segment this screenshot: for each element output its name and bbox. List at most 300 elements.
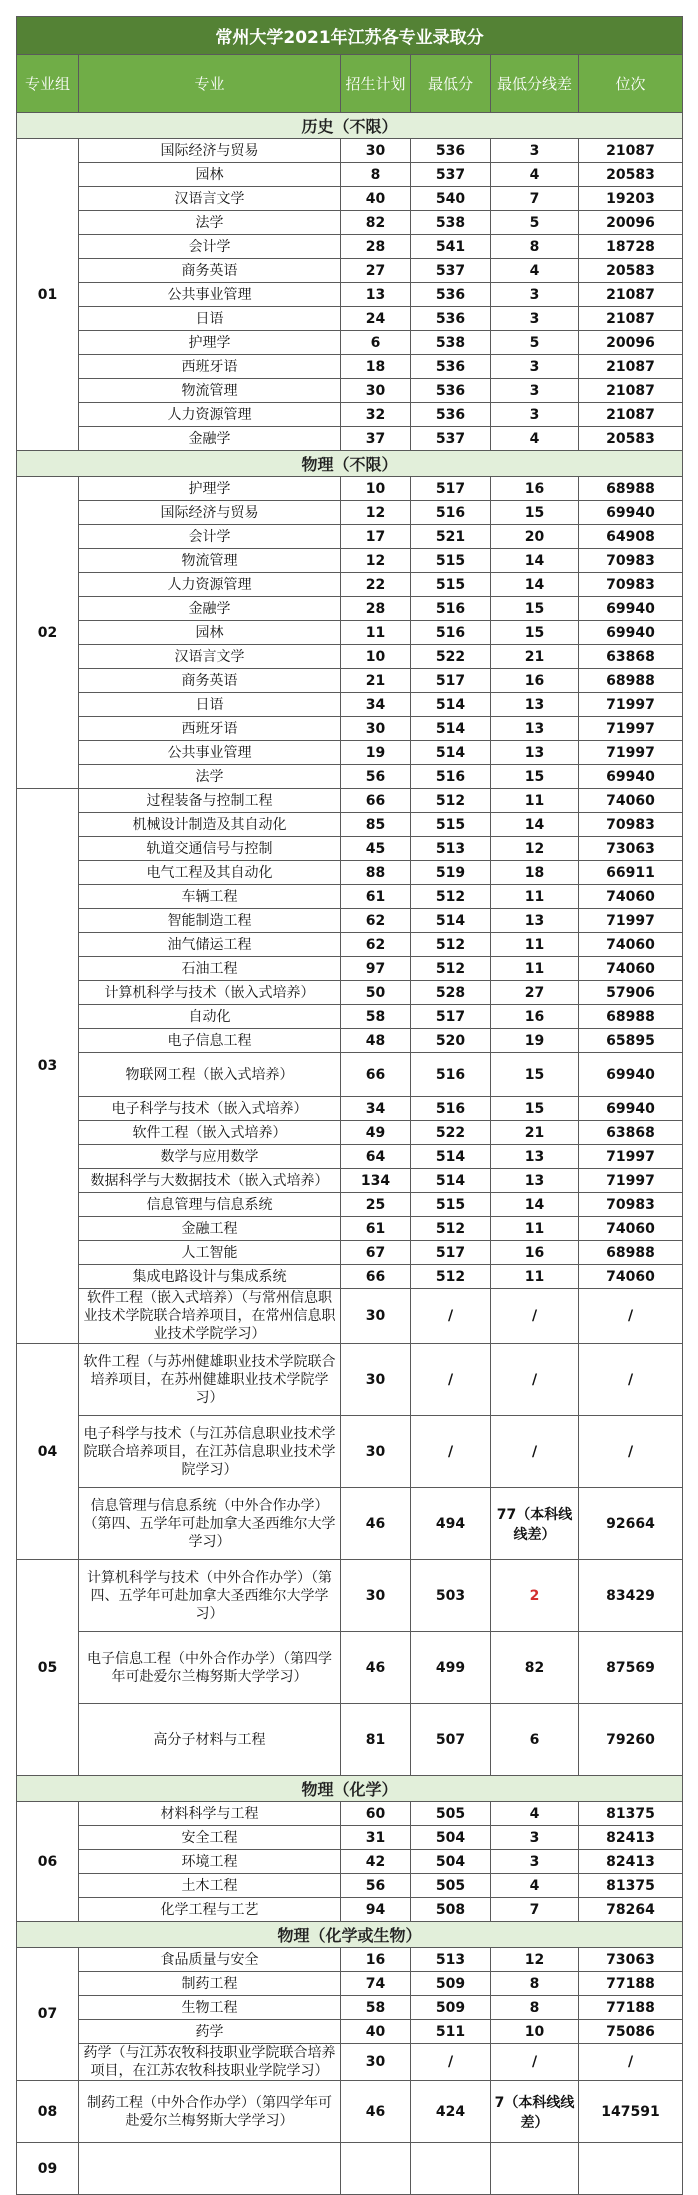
min-score: 520 [411,1029,491,1053]
table-row [17,1560,683,1632]
min-score: 504 [411,1850,491,1874]
min-score: 517 [411,1241,491,1265]
score-diff: 16 [491,1005,579,1029]
rank: 64908 [579,525,683,549]
table-row [17,1826,683,1850]
plan-count: 22 [341,573,411,597]
plan-count: 18 [341,355,411,379]
plan-count: 30 [341,717,411,741]
major-name: 软件工程（嵌入式培养）（与常州信息职业技术学院联合培养项目，在常州信息职业技术学院学习） [79,1289,341,1344]
rank: 71997 [579,909,683,933]
min-score: 517 [411,477,491,501]
rank: 74060 [579,885,683,909]
min-score: 541 [411,235,491,259]
min-score: 515 [411,573,491,597]
min-score: 536 [411,283,491,307]
plan-count: 66 [341,789,411,813]
plan-count: 12 [341,549,411,573]
min-score: 536 [411,379,491,403]
major-name: 油气储运工程 [79,933,341,957]
plan-count: 30 [341,139,411,163]
rank: 57906 [579,981,683,1005]
score-diff: 11 [491,1217,579,1241]
table-row [17,1097,683,1121]
rank: 69940 [579,597,683,621]
table-row [17,1850,683,1874]
major-name: 会计学 [79,235,341,259]
rank: 70983 [579,1193,683,1217]
plan-count: 62 [341,933,411,957]
table-row [17,645,683,669]
rank: 68988 [579,1241,683,1265]
rank: 20583 [579,259,683,283]
min-score: 508 [411,1898,491,1922]
group-code: 02 [17,477,79,789]
plan-count: 17 [341,525,411,549]
plan-count: 34 [341,693,411,717]
group-code: 09 [17,2143,79,2195]
major-name: 自动化 [79,1005,341,1029]
min-score: 512 [411,957,491,981]
group-code: 03 [17,789,79,1344]
table-row [17,355,683,379]
plan-count: 46 [341,1632,411,1704]
score-diff: / [491,1344,579,1416]
min-score: 528 [411,981,491,1005]
table-row [17,573,683,597]
score-diff: 15 [491,501,579,525]
plan-count: 49 [341,1121,411,1145]
major-name: 人工智能 [79,1241,341,1265]
major-name: 计算机科学与技术（中外合作办学）（第四、五学年可赴加拿大圣西维尔大学学习） [79,1560,341,1632]
plan-count: 74 [341,1972,411,1996]
plan-count: 58 [341,1005,411,1029]
min-score: 522 [411,1121,491,1145]
table-row [17,1632,683,1704]
table-row [17,1344,683,1416]
table-row [17,957,683,981]
score-diff: 13 [491,717,579,741]
min-score: 512 [411,933,491,957]
major-name: 软件工程（与苏州健雄职业技术学院联合培养项目，在苏州健雄职业技术学院学习） [79,1344,341,1416]
table-row [17,2081,683,2143]
major-name: 材料科学与工程 [79,1802,341,1826]
section-row-history [17,113,683,139]
major-name: 生物工程 [79,1996,341,2020]
plan-count: 30 [341,1289,411,1344]
score-diff: 15 [491,1097,579,1121]
major-name: 电子信息工程 [79,1029,341,1053]
plan-count: 30 [341,1416,411,1488]
table-row [17,259,683,283]
score-diff: 13 [491,741,579,765]
plan-count: 12 [341,501,411,525]
header-rank: 位次 [579,55,683,113]
rank: / [579,1344,683,1416]
major-name: 制药工程（中外合作办学）（第四学年可赴爱尔兰梅努斯大学学习） [79,2081,341,2143]
score-diff: 14 [491,573,579,597]
min-score: 519 [411,861,491,885]
rank: 81375 [579,1874,683,1898]
plan-count: 27 [341,259,411,283]
plan-count: 34 [341,1097,411,1121]
min-score: 514 [411,1145,491,1169]
rank: 82413 [579,1826,683,1850]
plan-count: 45 [341,837,411,861]
rank: 68988 [579,477,683,501]
table-row [17,501,683,525]
major-name: 电子信息工程（中外合作办学）（第四学年可赴爱尔兰梅努斯大学学习） [79,1632,341,1704]
rank: 81375 [579,1802,683,1826]
rank: 20583 [579,163,683,187]
rank: 65895 [579,1029,683,1053]
min-score: 537 [411,259,491,283]
score-diff: 6 [491,1704,579,1776]
rank: 71997 [579,693,683,717]
plan-count: 19 [341,741,411,765]
score-diff: 16 [491,477,579,501]
table-row [17,1416,683,1488]
score-diff: 7 [491,187,579,211]
plan-count: 30 [341,2044,411,2081]
major-name: 法学 [79,211,341,235]
rank: 18728 [579,235,683,259]
major-name: 西班牙语 [79,355,341,379]
rank: 70983 [579,549,683,573]
plan-count: 60 [341,1802,411,1826]
table-row [17,1704,683,1776]
plan-count: 40 [341,187,411,211]
rank: 20096 [579,331,683,355]
major-name: 机械设计制造及其自动化 [79,813,341,837]
score-diff: 27 [491,981,579,1005]
major-name: 制药工程 [79,1972,341,1996]
score-diff: 14 [491,549,579,573]
major-name: 高分子材料与工程 [79,1704,341,1776]
rank: 71997 [579,1169,683,1193]
min-score: 514 [411,693,491,717]
table-row [17,909,683,933]
section-row-chemistry [17,1776,683,1802]
major-name: 食品质量与安全 [79,1948,341,1972]
group-code: 01 [17,139,79,451]
min-score: 537 [411,163,491,187]
major-name: 石油工程 [79,957,341,981]
min-score: 517 [411,1005,491,1029]
score-diff: 3 [491,307,579,331]
table-row [17,1265,683,1289]
header-row [17,55,683,113]
rank: 147591 [579,2081,683,2143]
major-name: 人力资源管理 [79,403,341,427]
major-name: 数学与应用数学 [79,1145,341,1169]
table-row [17,1005,683,1029]
min-score: 514 [411,717,491,741]
rank: 69940 [579,1053,683,1097]
rank: 70983 [579,813,683,837]
plan-count: 50 [341,981,411,1005]
plan-count: 61 [341,885,411,909]
table-row [17,597,683,621]
min-score: 514 [411,909,491,933]
rank: 87569 [579,1632,683,1704]
score-diff: 15 [491,1053,579,1097]
score-diff: 16 [491,1241,579,1265]
score-diff: 21 [491,1121,579,1145]
rank: 71997 [579,717,683,741]
rank: 79260 [579,1704,683,1776]
min-score: 514 [411,741,491,765]
major-name: 日语 [79,307,341,331]
score-diff: 3 [491,283,579,307]
score-diff: 8 [491,1996,579,2020]
rank: 20096 [579,211,683,235]
plan-count: 16 [341,1948,411,1972]
plan-count: 81 [341,1704,411,1776]
group-code: 07 [17,1948,79,2081]
plan-count: 85 [341,813,411,837]
plan-count: 56 [341,1874,411,1898]
major-name: 汉语言文学 [79,645,341,669]
score-diff: 13 [491,693,579,717]
score-diff: 8 [491,1972,579,1996]
rank: 82413 [579,1850,683,1874]
min-score: 494 [411,1488,491,1560]
rank: 69940 [579,501,683,525]
plan-count: 21 [341,669,411,693]
plan-count: 82 [341,211,411,235]
table-title: 常州大学2021年江苏各专业录取分 [17,17,683,55]
table-row [17,861,683,885]
major-name: 人力资源管理 [79,573,341,597]
major-name: 公共事业管理 [79,283,341,307]
table-row [17,1802,683,1826]
section-row-chembio [17,1922,683,1948]
score-diff: 15 [491,621,579,645]
rank: 77188 [579,1996,683,2020]
score-diff: 7（本科线线差） [491,2081,579,2143]
table-row [17,1193,683,1217]
rank: 68988 [579,1005,683,1029]
major-name: 护理学 [79,331,341,355]
score-diff: 18 [491,861,579,885]
section-label: 历史（不限） [17,113,683,139]
min-score: 511 [411,2020,491,2044]
plan-count: 48 [341,1029,411,1053]
table-row [17,1121,683,1145]
table-row [17,549,683,573]
score-diff: 3 [491,379,579,403]
table-row [17,163,683,187]
plan-count: 10 [341,645,411,669]
plan-count: 46 [341,2081,411,2143]
plan-count: 37 [341,427,411,451]
score-diff: 11 [491,1265,579,1289]
rank: 83429 [579,1560,683,1632]
rank: 69940 [579,765,683,789]
min-score: 516 [411,1097,491,1121]
header-plan: 招生计划 [341,55,411,113]
group-code: 06 [17,1802,79,1922]
plan-count: 10 [341,477,411,501]
min-score: 509 [411,1972,491,1996]
min-score: 516 [411,1053,491,1097]
min-score: 512 [411,1217,491,1241]
min-score: 516 [411,765,491,789]
table-row [17,525,683,549]
rank: 68988 [579,669,683,693]
table-row [17,1996,683,2020]
score-diff: 14 [491,813,579,837]
rank: 70983 [579,573,683,597]
major-name: 计算机科学与技术（嵌入式培养） [79,981,341,1005]
min-score: 424 [411,2081,491,2143]
table-row [17,1241,683,1265]
major-name: 商务英语 [79,669,341,693]
plan-count: 62 [341,909,411,933]
plan-count: 24 [341,307,411,331]
score-diff: / [491,2044,579,2081]
major-name: 金融工程 [79,1217,341,1241]
rank: / [579,2044,683,2081]
min-score: 516 [411,597,491,621]
major-name: 化学工程与工艺 [79,1898,341,1922]
score-diff: 4 [491,1874,579,1898]
plan-count: 30 [341,379,411,403]
rank: 74060 [579,1217,683,1241]
score-diff: 3 [491,403,579,427]
table-row [17,621,683,645]
plan-count: 134 [341,1169,411,1193]
major-name: 国际经济与贸易 [79,139,341,163]
plan-count: 31 [341,1826,411,1850]
table-row [17,813,683,837]
section-label: 物理（化学或生物） [17,1922,683,1948]
major-name: 护理学 [79,477,341,501]
rank: 73063 [579,1948,683,1972]
plan-count: 30 [341,1344,411,1416]
major-name: 商务英语 [79,259,341,283]
min-score: 512 [411,1265,491,1289]
score-diff: 14 [491,1193,579,1217]
min-score: 512 [411,789,491,813]
major-name: 金融学 [79,597,341,621]
min-score: 505 [411,1802,491,1826]
major-name: 金融学 [79,427,341,451]
major-name: 会计学 [79,525,341,549]
min-score: 536 [411,139,491,163]
min-score: 538 [411,211,491,235]
plan-count: 8 [341,163,411,187]
plan-count: 97 [341,957,411,981]
group-code: 08 [17,2081,79,2143]
score-diff: 19 [491,1029,579,1053]
score-diff: 13 [491,1169,579,1193]
score-diff: 20 [491,525,579,549]
plan-count: 66 [341,1053,411,1097]
score-diff: 2 [491,1560,579,1632]
group-code: 04 [17,1344,79,1560]
major-name: 法学 [79,765,341,789]
major-name: 药学 [79,2020,341,2044]
major-name: 园林 [79,163,341,187]
plan-count: 32 [341,403,411,427]
plan-count: 6 [341,331,411,355]
score-diff: 5 [491,211,579,235]
rank: / [579,1289,683,1344]
table-row [17,1217,683,1241]
score-diff: / [491,1289,579,1344]
major-name: 安全工程 [79,1826,341,1850]
score-diff: 11 [491,885,579,909]
score-diff: 11 [491,789,579,813]
min-score: 521 [411,525,491,549]
score-diff: 13 [491,1145,579,1169]
min-score: / [411,1416,491,1488]
rank: 66911 [579,861,683,885]
major-name: 物流管理 [79,549,341,573]
min-score: 536 [411,307,491,331]
min-score: 512 [411,885,491,909]
score-diff: 15 [491,597,579,621]
table-row [17,1289,683,1344]
rank: 63868 [579,1121,683,1145]
min-score: 505 [411,1874,491,1898]
min-score: 499 [411,1632,491,1704]
score-diff: 3 [491,355,579,379]
major-name: 西班牙语 [79,717,341,741]
plan-count: 28 [341,235,411,259]
major-name: 物流管理 [79,379,341,403]
table-row [17,187,683,211]
rank: 69940 [579,1097,683,1121]
score-diff: 16 [491,669,579,693]
min-score: 537 [411,427,491,451]
major-name: 数据科学与大数据技术（嵌入式培养） [79,1169,341,1193]
header-group: 专业组 [17,55,79,113]
section-row-physics [17,451,683,477]
score-diff: 13 [491,909,579,933]
plan-count: 56 [341,765,411,789]
score-diff: 10 [491,2020,579,2044]
section-label: 物理（不限） [17,451,683,477]
header-score-diff: 最低分线差 [491,55,579,113]
table-row [17,1053,683,1097]
major-name: 智能制造工程 [79,909,341,933]
score-diff: 21 [491,645,579,669]
major-name: 集成电路设计与集成系统 [79,1265,341,1289]
rank: 92664 [579,1488,683,1560]
rank: 74060 [579,789,683,813]
header-major: 专业 [79,55,341,113]
min-score: 515 [411,549,491,573]
table-row [17,477,683,501]
plan-count: 94 [341,1898,411,1922]
group-code: 05 [17,1560,79,1776]
plan-count: 61 [341,1217,411,1241]
plan-count: 25 [341,1193,411,1217]
plan-count: 42 [341,1850,411,1874]
table-row [17,331,683,355]
table-row [17,1948,683,1972]
table-row [17,765,683,789]
plan-count: 64 [341,1145,411,1169]
score-diff: 12 [491,837,579,861]
table-row [17,1029,683,1053]
min-score: 538 [411,331,491,355]
table-row [17,139,683,163]
major-name: 物联网工程（嵌入式培养） [79,1053,341,1097]
